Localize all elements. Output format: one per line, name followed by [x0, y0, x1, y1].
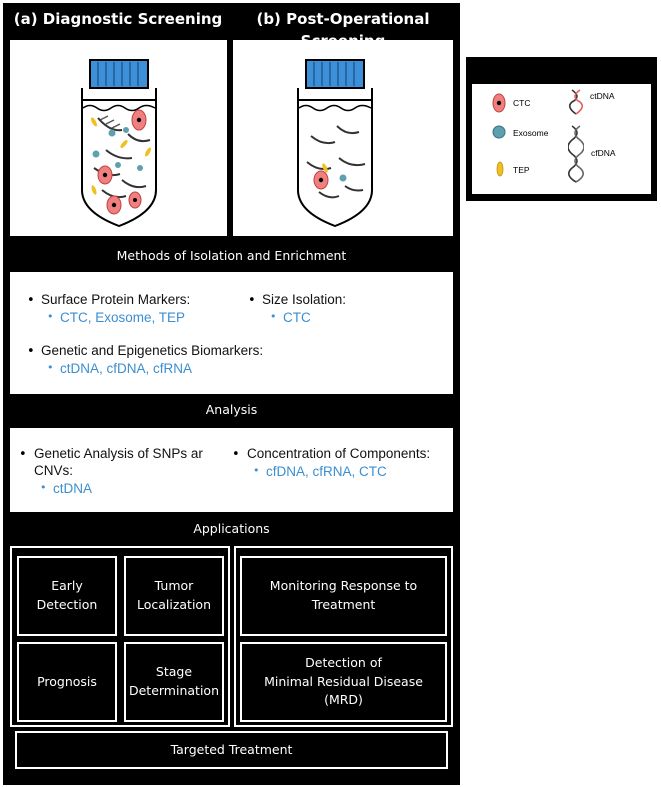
genetic-biomarkers-title: Genetic and Epigenetics Biomarkers:	[41, 343, 264, 358]
legend-exosome-label: Exosome	[513, 128, 549, 138]
legend	[472, 84, 651, 194]
sub-bullet-icon: •	[253, 464, 260, 477]
panel-a-image	[10, 40, 227, 236]
bullet-icon: •	[19, 447, 27, 462]
size-isolation-title: Size Isolation:	[262, 292, 347, 307]
size-isolation-items: CTC	[283, 310, 311, 325]
concentration-items: cfDNA, cfRNA, CTC	[266, 464, 387, 479]
bullet-icon: •	[27, 293, 35, 308]
isolation-box	[10, 272, 453, 394]
legend-ctdna-label: ctDNA	[590, 91, 615, 101]
surface-markers-items: CTC, Exosome, TEP	[60, 310, 186, 325]
legend-cfdna-label: cfDNA	[591, 148, 616, 158]
tep-icon	[494, 160, 506, 178]
genetic-biomarkers-items: ctDNA, cfDNA, cfRNA	[60, 361, 193, 376]
surface-markers-title: Surface Protein Markers:	[41, 292, 191, 307]
monitoring-response-box: Monitoring Response to Treatment	[240, 556, 447, 636]
panel-b-image	[233, 40, 453, 236]
legend-ctc-label: CTC	[513, 98, 531, 108]
stage-determination-box: Stage Determination	[124, 642, 224, 722]
snp-analysis-items: ctDNA	[53, 481, 93, 496]
sub-bullet-icon: •	[40, 481, 47, 494]
mrd-detection-box: Detection of Minimal Residual Disease (MRD)	[240, 642, 447, 722]
early-detection-box: Early Detection	[17, 556, 117, 636]
sub-bullet-icon: •	[47, 361, 54, 374]
snp-analysis-title-line2: CNVs:	[34, 463, 74, 478]
sub-bullet-icon: •	[47, 310, 54, 323]
analysis-header: Analysis	[205, 402, 258, 417]
cfdna-icon	[568, 124, 584, 184]
legend-tep-label: TEP	[513, 165, 530, 175]
bullet-icon: •	[248, 293, 256, 308]
targeted-treatment-box: Targeted Treatment	[15, 731, 448, 769]
tumor-localization-box: Tumor Localization	[124, 556, 224, 636]
analysis-box	[10, 428, 453, 512]
bullet-icon: •	[27, 344, 35, 359]
sub-bullet-icon: •	[270, 310, 277, 323]
blood-tube-a-icon	[10, 40, 227, 236]
exosome-icon	[491, 124, 507, 140]
ctdna-icon	[568, 88, 584, 116]
isolation-header: Methods of Isolation and Enrichment	[116, 248, 347, 263]
panel-b-title: (b) Post-Operational	[256, 10, 430, 28]
applications-header: Applications	[193, 521, 270, 536]
concentration-title: Concentration of Components:	[247, 446, 431, 461]
snp-analysis-title-line1: Genetic Analysis of SNPs ar	[34, 446, 203, 461]
panel-a-title: (a) Diagnostic Screening	[13, 10, 223, 28]
blood-tube-b-icon	[233, 40, 453, 236]
prognosis-box: Prognosis	[17, 642, 117, 722]
ctc-icon	[490, 92, 508, 114]
bullet-icon: •	[232, 447, 240, 462]
